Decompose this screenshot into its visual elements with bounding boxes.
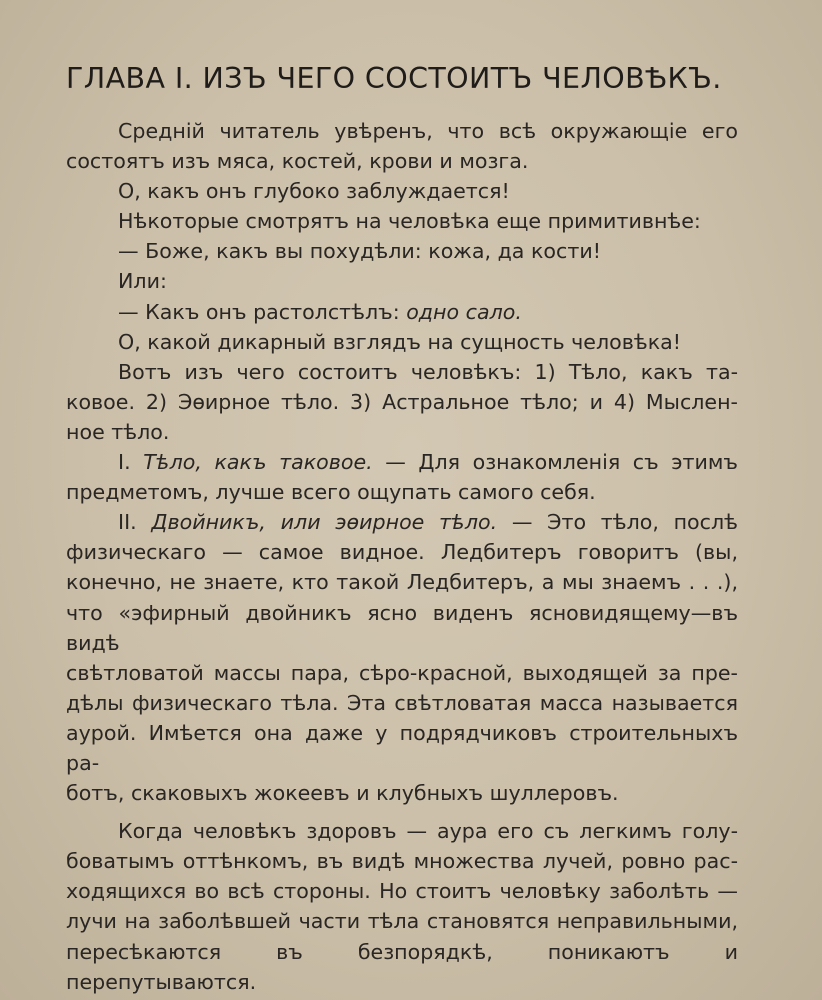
text-line: ное тѣло. — [66, 419, 170, 444]
text-line: Вотъ изъ чего состоитъ человѣкъ: 1) Тѣло, какъ та- — [118, 359, 738, 384]
text-line: свѣтловатой массы пара, сѣро-красной, выходящей за пре- — [66, 660, 738, 685]
text-line: физическаго — самое видное. Ледбитеръ говоритъ (вы, — [66, 540, 738, 565]
text-run: — Это тѣло, послѣ — [497, 510, 738, 535]
italic-run: Тѣло, какъ таковое. — [143, 450, 373, 475]
text-line: ходящихся во всѣ стороны. Но стоитъ человѣку заболѣть — — [66, 879, 738, 904]
text-line: конечно, не знаете, кто такой Ледбитеръ, а мы знаемъ . . .), — [66, 570, 738, 595]
text-line: Когда человѣкъ здоровъ — аура его съ легкимъ голу- — [118, 819, 738, 844]
paragraph-8 — [66, 357, 738, 447]
italic-run: Двойникъ, или эѳирное тѣло. — [151, 510, 498, 535]
text-line — [66, 507, 738, 537]
paragraph-5: Или: — [118, 269, 167, 294]
text-line: что «эфирный двойникъ ясно виденъ ясновидящему—въ видѣ — [66, 600, 738, 655]
paragraph-3: Нѣкоторые смотрятъ на человѣка еще примитивнѣе: — [118, 209, 701, 234]
text-line: пересѣкаются въ безпорядкѣ, поникаютъ и перепутываются. — [66, 939, 738, 994]
chapter-title: ГЛАВА I. ИЗЪ ЧЕГО СОСТОИТЪ ЧЕЛОВѢКЪ. — [66, 62, 722, 95]
text-line: аурой. Имѣется она даже у подрядчиковъ строительныхъ ра- — [66, 720, 738, 775]
paragraph-7: О, какой дикарный взглядъ на сущность человѣка! — [118, 329, 682, 354]
text-line: Средній читатель увѣренъ, что всѣ окружающіе его — [118, 119, 738, 143]
paragraph-9 — [66, 447, 738, 507]
text-run: II. — [118, 510, 152, 535]
text-line: боватымъ оттѣнкомъ, въ видѣ множества лучей, ровно рас- — [66, 849, 738, 874]
paragraph-2: О, какъ онъ глубоко заблуждается! — [118, 179, 510, 204]
text-line — [66, 447, 738, 477]
page-body — [66, 116, 738, 997]
italic-run: одно сало. — [406, 299, 522, 324]
text-run: I. — [118, 450, 144, 475]
paragraph-6 — [66, 297, 738, 327]
paragraph-10 — [66, 507, 738, 808]
paragraph-11 — [66, 816, 738, 997]
text-line: ботъ, скаковыхъ жокеевъ и клубныхъ шуллеровъ. — [66, 781, 619, 806]
text-run: — Для ознакомленія съ этимъ — [372, 450, 738, 475]
text-run: — Какъ онъ растолстѣлъ: — [118, 299, 407, 324]
text-line: состоятъ изъ мяса, костей, крови и мозга. — [66, 149, 529, 174]
text-line: дѣлы физическаго тѣла. Эта свѣтловатая масса называется — [66, 690, 738, 715]
paragraph-4: — Боже, какъ вы похудѣли: кожа, да кости! — [118, 239, 601, 264]
text-line: ковое. 2) Эѳирное тѣло. 3) Астральное тѣло; и 4) Мыслен- — [66, 389, 738, 414]
text-line: лучи на заболѣвшей части тѣла становятся неправильными, — [66, 909, 738, 934]
paragraph-1 — [66, 116, 738, 176]
text-line: предметомъ, лучше всего ощупать самого себя. — [66, 480, 596, 505]
